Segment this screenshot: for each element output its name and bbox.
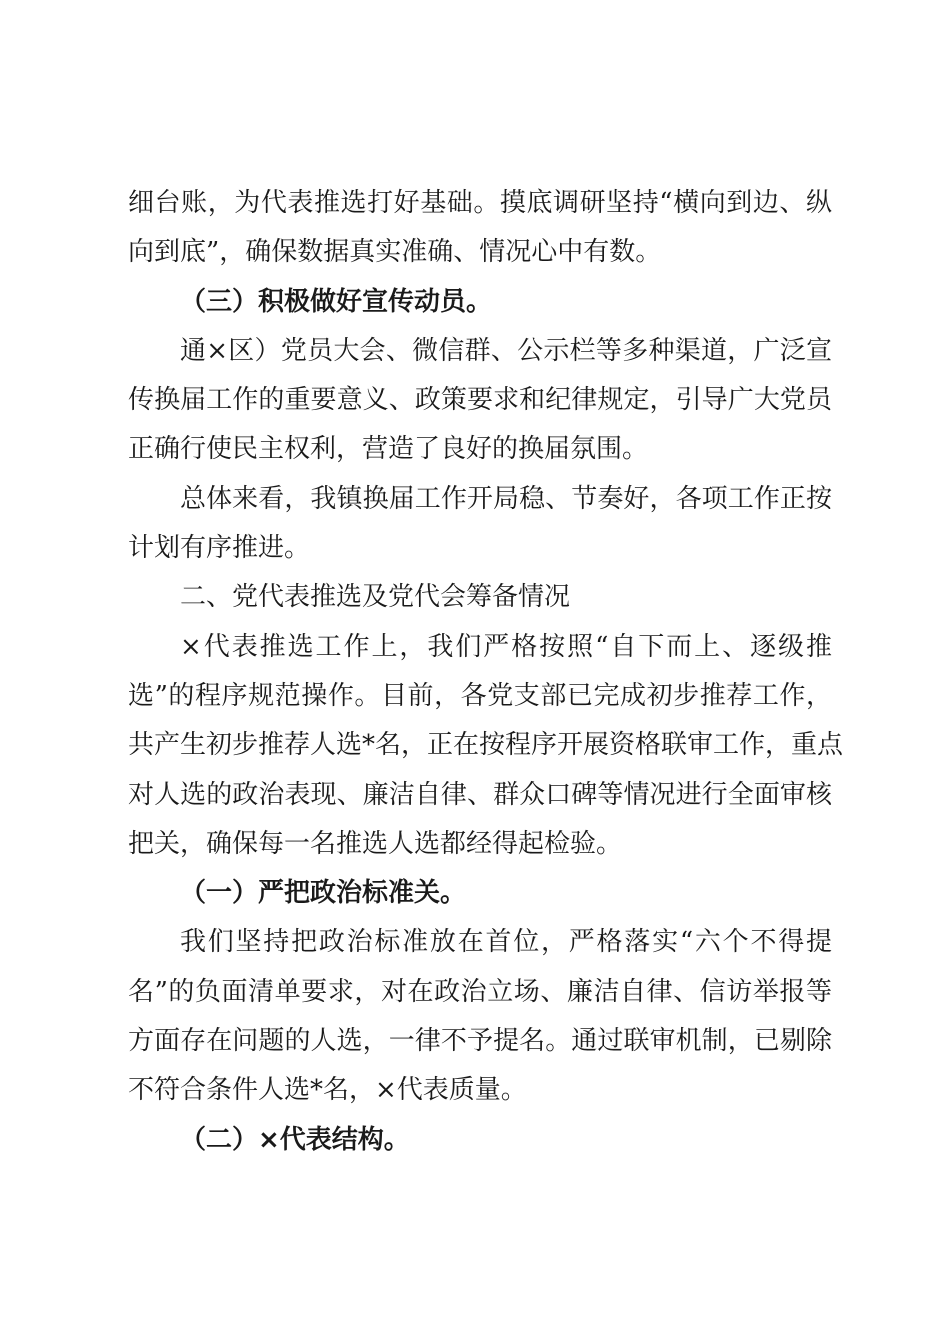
paragraph-line: 计划有序推进。 [128,533,311,564]
subheading-representative-structure: （二）×代表结构。 [180,1124,410,1155]
paragraph-line: ×代表推选工作上，我们严格按照“自下而上、逐级推 [180,631,832,662]
paragraph-line: 方面存在问题的人选，一律不予提名。通过联审机制，已剔除 [128,1026,832,1057]
paragraph-line: 通×区）党员大会、微信群、公示栏等多种渠道，广泛宣 [180,335,832,366]
paragraph-line: 共产生初步推荐人选*名，正在按程序开展资格联审工作，重点 [128,730,844,761]
paragraph-line: 对人选的政治表现、廉洁自律、群众口碑等情况进行全面审核 [128,779,832,810]
paragraph-line: 名”的负面清单要求，对在政治立场、廉洁自律、信访举报等 [128,976,832,1007]
paragraph-line: 总体来看，我镇换届工作开局稳、节奏好，各项工作正按 [180,483,832,514]
paragraph-line: 把关，确保每一名推选人选都经得起检验。 [128,828,623,859]
subheading-publicity: （三）积极做好宣传动员。 [180,286,493,317]
paragraph-line: 向到底”，确保数据真实准确、情况心中有数。 [128,237,662,268]
subheading-political-standard: （一）严把政治标准关。 [180,878,467,909]
paragraph-line: 正确行使民主权利，营造了良好的换届氛围。 [128,434,649,465]
paragraph-line: 我们坚持把政治标准放在首位，严格落实“六个不得提 [180,927,832,958]
paragraph-line: 传换届工作的重要意义、政策要求和纪律规定，引导广大党员 [128,385,832,416]
section-title: 二、党代表推选及党代会筹备情况 [180,582,571,613]
paragraph-line: 不符合条件人选*名，×代表质量。 [128,1075,527,1106]
document-body [128,179,844,1165]
paragraph-line: 细台账，为代表推选打好基础。摸底调研坚持“横向到边、纵 [128,188,832,218]
paragraph-line: 选”的程序规范操作。目前，各党支部已完成初步推荐工作， [128,680,832,711]
